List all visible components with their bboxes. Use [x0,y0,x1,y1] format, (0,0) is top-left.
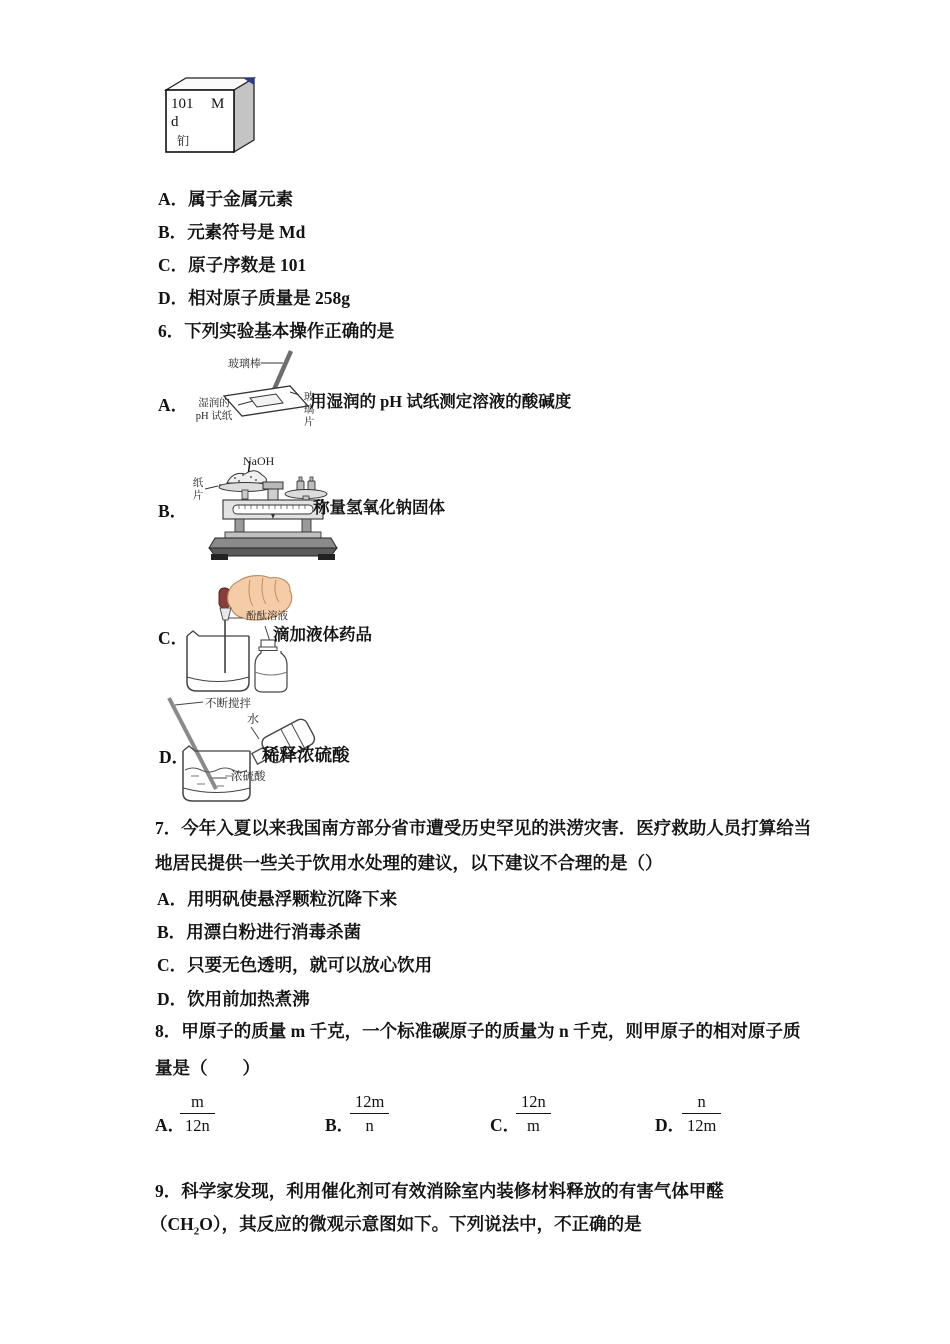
q7-option-d [157,988,310,1011]
option-letter: C． [157,955,188,975]
beaker [187,636,249,691]
q8-stem-line1: 8．甲原子的质量 m 千克，一个标准碳原子的质量为 n 千克，则甲原子的相对原子质 [155,1021,801,1041]
label-wet-ph-paper [190,398,238,423]
q7-stem-line1: 7．今年入夏以来我国南方部分省市遭受历史罕见的洪涝灾害．医疗救助人员打算给当 [155,818,812,838]
weight-right-knob [310,477,313,481]
label-wet-ph-paper-line1: 湿润的 [198,398,230,409]
weight-left-knob [299,477,302,481]
q8-option-b-fraction [350,1091,389,1136]
q9-formula-subscript: 2 [193,1225,200,1238]
q6-option-a-letter: A． [158,395,189,415]
q8-option-d-letter: D． [655,1115,686,1135]
cube-right-face [234,78,254,152]
base-mid [209,538,337,548]
q5-option-d [158,287,350,310]
fraction-denominator: m [526,1116,540,1135]
q6-option-d-letter: D． [159,747,190,767]
q9-line2-pre: （CH [150,1214,194,1234]
q7-stem-line2: 地居民提供一些关于饮用水处理的建议，以下建议不合理的是（） [155,853,663,873]
option-text: 相对原子质量是 258g [188,288,351,308]
beaker-bottom-curve [187,677,249,682]
q6-option-c-caption: 滴加液体药品 [273,625,372,644]
element-name: 钔 [177,134,190,148]
element-symbol-bottom: d [171,114,179,130]
label-glass-rod: 玻璃棒 [228,358,261,370]
q9-stem-line1: 9．科学家发现，利用催化剂可有效消除室内装修材料释放的有害气体甲醛 [155,1181,724,1201]
q6-option-a-caption: 用湿润的 pH 试纸测定溶液的酸碱度 [310,392,572,411]
pillar-cap [263,482,283,489]
pillar [268,489,278,501]
label-phenolphthalein: 酚酞溶液 [246,611,288,622]
option-letter: D． [158,288,189,308]
q5-option-b [158,221,305,244]
option-text: 饮用前加热煮沸 [187,989,310,1009]
q6-option-c-letter: C． [158,628,189,648]
left-leg [235,519,244,532]
powder-dot [255,479,257,481]
paper-leader-line [205,486,218,489]
q6-stem: 6．下列实验基本操作正确的是 [158,321,395,341]
element-cube-figure [164,75,256,157]
fraction-denominator: 12n [185,1116,210,1135]
label-water: 水 [247,712,260,726]
q8-option-b-letter: B． [325,1115,355,1135]
option-letter: A． [157,889,188,909]
bottle-lip [259,647,277,651]
base-bottom [209,548,337,556]
right-leg [302,519,311,532]
element-symbol-top: M [211,96,225,112]
option-letter: A． [158,189,189,209]
powder-dot [250,476,252,478]
q6-option-b-letter: B． [158,501,188,521]
option-letter: B． [157,922,187,942]
q8-stem-line2: 量是（ ） [155,1058,260,1078]
stir-leader-line [175,702,203,705]
option-letter: B． [158,222,188,242]
option-letter: C． [158,255,189,275]
q9-stem-line2 [150,1213,642,1236]
q5-option-c [158,254,306,277]
fraction-numerator: n [682,1091,721,1114]
foot-right [318,554,335,560]
left-pan-post [242,490,248,499]
beaker-rim [187,631,249,636]
label-glass-slide: 玻璃片 [302,391,314,429]
option-text: 用漂白粉进行消毒杀菌 [186,922,362,942]
q6-option-d-caption: 稀释浓硫酸 [262,745,350,765]
q8-option-d-fraction [682,1091,721,1136]
fraction-numerator: 12m [350,1091,389,1114]
q7-option-b [157,921,361,944]
powder-dot [242,474,244,476]
q7-option-a [157,888,397,911]
option-text: 元素符号是 Md [187,222,306,242]
label-wet-ph-paper-line2: pH 试纸 [195,410,233,422]
naoh-pile [227,471,266,483]
fraction-denominator: 12m [687,1116,717,1135]
water-leader-line [251,727,259,739]
fraction-numerator: m [180,1091,215,1114]
powder-dot [238,480,240,482]
label-paper-piece: 纸片 [191,477,203,502]
q8-option-a-letter: A． [155,1115,186,1135]
q8-option-a-fraction [180,1091,215,1136]
fraction-numerator: 12n [516,1091,551,1114]
q7-option-c [157,954,432,977]
base-top [225,532,321,538]
reagent-bottle [255,651,287,692]
label-keep-stirring: 不断搅拌 [205,698,251,710]
foot-left [211,554,228,560]
option-text: 原子序数是 101 [188,255,307,275]
element-atomic-number: 101 [171,96,194,112]
powder-dot [234,477,236,479]
fraction-denominator: n [365,1116,374,1135]
label-naoh: NaOH [243,454,275,468]
q9-line2-post: O），其反应的微观示意图如下。下列说法中，不正确的是 [199,1214,642,1234]
stirring-rod [169,698,216,789]
option-text: 用明矾使悬浮颗粒沉降下来 [187,889,398,909]
option-text: 属于金属元素 [188,189,294,209]
label-conc-sulfuric-acid: 浓硫酸 [231,771,266,783]
option-letter: D． [157,989,188,1009]
q8-option-c-fraction [516,1091,551,1136]
q5-option-a [158,188,293,211]
q6-option-b-caption: 称量氢氧化钠固体 [313,498,445,517]
option-text: 只要无色透明，就可以放心饮用 [187,955,433,975]
q8-option-c-letter: C． [490,1115,521,1135]
